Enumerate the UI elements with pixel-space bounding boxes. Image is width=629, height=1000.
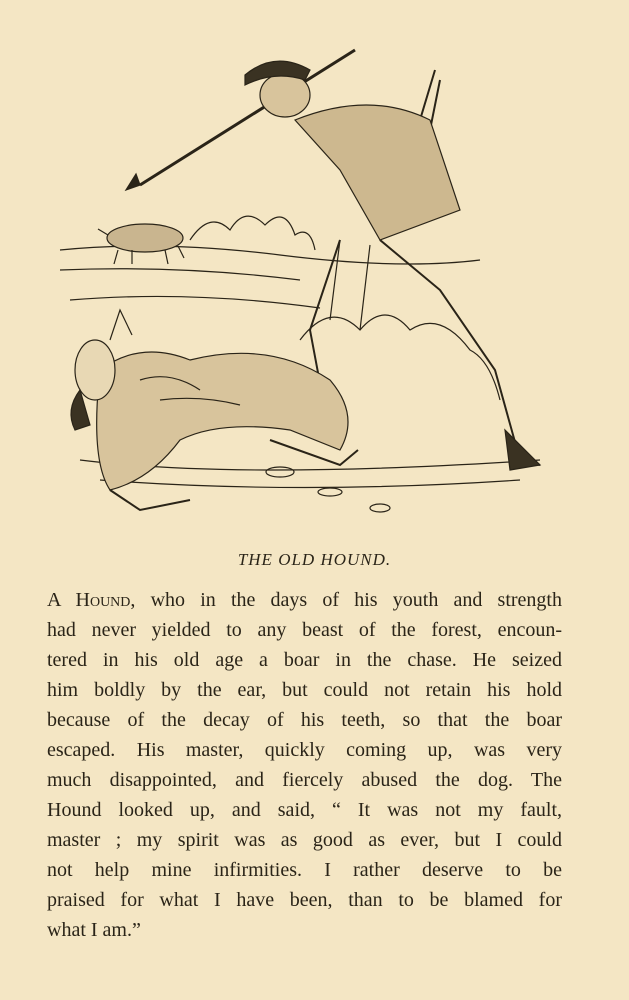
fable-line: because of the decay of his teeth, so that the boar: [47, 709, 562, 731]
illustration-caption: THE OLD HOUND.: [237, 550, 392, 569]
engraving-illustration: [40, 40, 560, 520]
fable-line: escaped. His master, quickly coming up, was very: [47, 739, 562, 761]
fable-line: much disappointed, and fiercely abused the dog. The: [47, 769, 562, 791]
fable-line: had never yielded to any beast of the forest, encoun-: [47, 619, 562, 641]
fable-text: [47, 585, 562, 945]
fable-line: him boldly by the ear, but could not retain his hold: [47, 679, 562, 701]
fable-lead: A Hound: [47, 589, 131, 611]
fable-line: master ; my spirit was as good as ever, but I could: [47, 829, 562, 851]
fable-line: A Hound, who in the days of his youth and strength: [47, 589, 562, 611]
fable-line: what I am.”: [47, 919, 141, 941]
fable-line: Hound looked up, and said, “ It was not my fault,: [47, 799, 562, 821]
fable-line: praised for what I have been, than to be blamed for: [47, 889, 562, 911]
fable-line: tered in his old age a boar in the chase. He seized: [47, 649, 562, 671]
fable-line: not help mine infirmities. I rather deserve to be: [47, 859, 562, 881]
